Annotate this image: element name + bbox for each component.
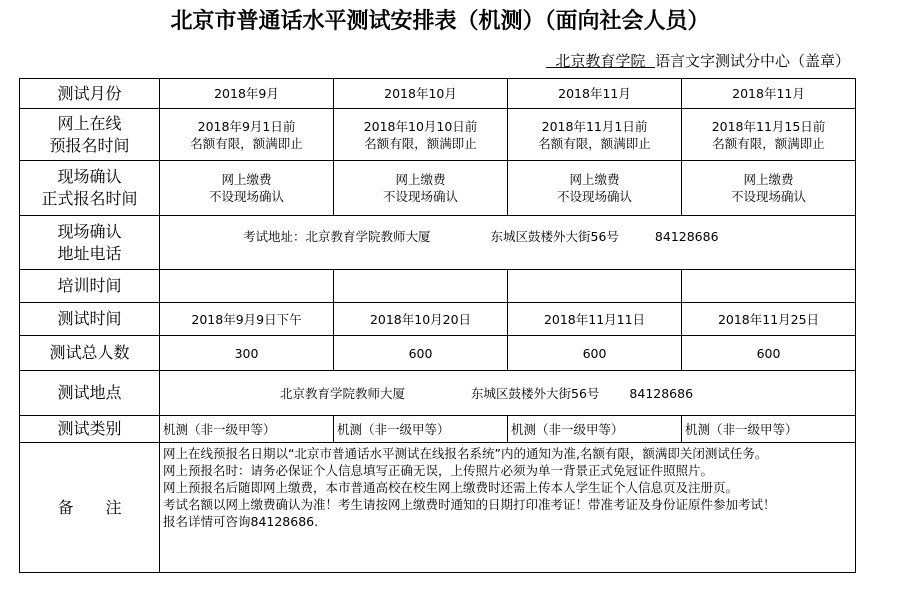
row-label: 网上在线 预报名时间 (20, 109, 160, 161)
online-cell: 2018年11月15日前 名额有限，额满即止 (682, 109, 856, 161)
row-online (20, 109, 856, 161)
row-training (20, 270, 856, 303)
issuer-blank (546, 52, 556, 70)
test-time-cell: 2018年11月11日 (508, 303, 682, 336)
online-cell: 2018年10月10日前 名额有限，额满即止 (334, 109, 508, 161)
location-phone: 84128686 (629, 385, 694, 401)
total-cell: 600 (334, 336, 508, 371)
row-label: 现场确认 正式报名时间 (20, 161, 160, 216)
row-label: 培训时间 (20, 270, 160, 303)
category-cell: 机测（非一级甲等） (508, 416, 682, 443)
row-remarks (20, 443, 856, 573)
row-label: 备 注 (20, 443, 160, 573)
remark-line: 网上预报名时：请务必保证个人信息填写正确无误，上传照片必须为单一背景正式免冠证件照照片。 (163, 463, 714, 478)
row-label: 测试类别 (20, 416, 160, 443)
online-cell: 2018年11月1日前 名额有限，额满即止 (508, 109, 682, 161)
row-label: 测试月份 (20, 79, 160, 109)
row-label: 现场确认 地址电话 (20, 216, 160, 270)
test-time-cell: 2018年10月20日 (334, 303, 508, 336)
category-cell: 机测（非一级甲等） (682, 416, 856, 443)
row-location (20, 371, 856, 416)
test-time-cell: 2018年9月9日下午 (160, 303, 334, 336)
month-cell: 2018年11月 (682, 79, 856, 109)
test-time-cell: 2018年11月25日 (682, 303, 856, 336)
total-cell: 600 (682, 336, 856, 371)
page-title: 北京市普通话水平测试安排表（机测）（面向社会人员） (170, 8, 710, 34)
training-cell (682, 270, 856, 303)
phone-text: 84128686 (654, 229, 719, 244)
row-total (20, 336, 856, 371)
online-cell: 2018年9月1日前 名额有限，额满即止 (160, 109, 334, 161)
location-address: 北京教育学院教师大厦 (280, 385, 406, 401)
issuer-name: 北京教育学院 (555, 52, 646, 70)
district-text: 东城区鼓楼外大街56号 (490, 229, 619, 244)
row-month (20, 79, 856, 109)
issuer-blank (645, 52, 655, 70)
category-cell: 机测（非一级甲等） (160, 416, 334, 443)
address-text: 考试地址：北京教育学院教师大厦 (243, 229, 431, 244)
confirm-address-cell (160, 216, 856, 270)
confirm-cell: 网上缴费 不设现场确认 (334, 161, 508, 216)
remark-line: 考试名额以网上缴费确认为准！考生请按网上缴费时通知的日期打印准考证！带准考证及身份证原件参加考试！ (163, 497, 776, 512)
category-cell: 机测（非一级甲等） (334, 416, 508, 443)
issuer-line (546, 50, 850, 71)
location-district: 东城区鼓楼外大街56号 (471, 385, 600, 401)
location-cell (160, 371, 856, 416)
month-cell: 2018年9月 (160, 79, 334, 109)
remark-line: 报名详情可咨询84128686. (163, 514, 319, 529)
remark-line: 网上预报名后随即网上缴费，本市普通高校在校生网上缴费时还需上传本人学生证个人信息页及注册页。 (163, 480, 739, 495)
remark-line: 网上在线预报名日期以“北京市普通话水平测试在线报名系统”内的通知为准,名额有限，额满即关闭测试任务。 (163, 446, 768, 461)
row-label: 测试总人数 (20, 336, 160, 371)
month-cell: 2018年11月 (508, 79, 682, 109)
training-cell (508, 270, 682, 303)
confirm-cell: 网上缴费 不设现场确认 (682, 161, 856, 216)
row-confirm-address (20, 216, 856, 270)
schedule-table (19, 78, 856, 573)
row-test-time (20, 303, 856, 336)
total-cell: 600 (508, 336, 682, 371)
training-cell (334, 270, 508, 303)
training-cell (160, 270, 334, 303)
row-category (20, 416, 856, 443)
row-label: 测试时间 (20, 303, 160, 336)
row-confirm (20, 161, 856, 216)
total-cell: 300 (160, 336, 334, 371)
confirm-cell: 网上缴费 不设现场确认 (160, 161, 334, 216)
confirm-cell: 网上缴费 不设现场确认 (508, 161, 682, 216)
row-label: 测试地点 (20, 371, 160, 416)
issuer-suffix: 语言文字测试分中心（盖章） (654, 52, 850, 70)
remarks-cell (160, 443, 856, 573)
month-cell: 2018年10月 (334, 79, 508, 109)
